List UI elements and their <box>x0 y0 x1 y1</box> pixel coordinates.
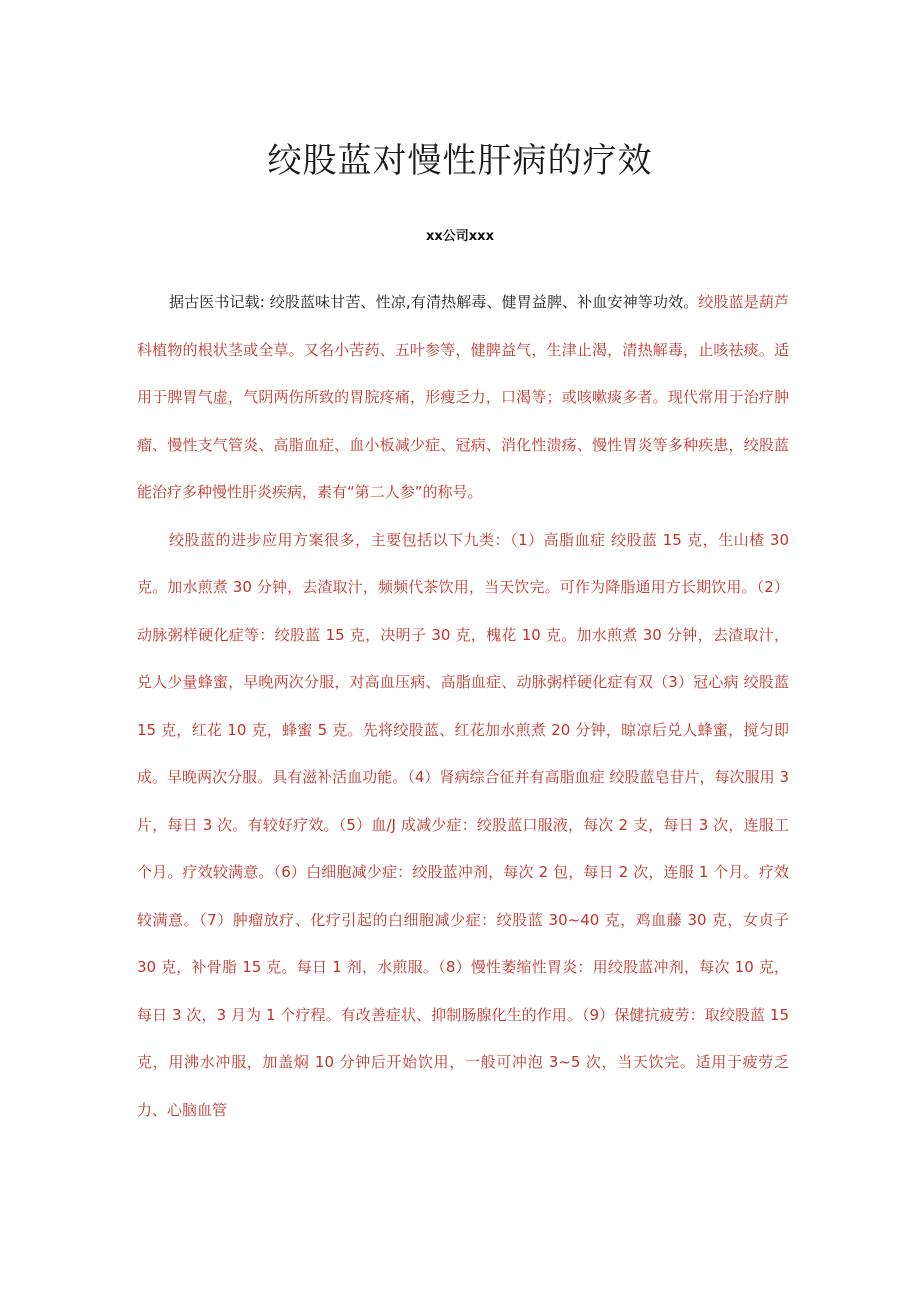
paragraph-2-segment-1: 绞股蓝的进步应用方案很多，主要包括以下九类：（1）高脂血症 绞股蓝 15 克，生山楂 30 克。加水煎煮 30 分钟，去渣取汁，频频代茶饮用，当天饮完。可作为降脂通用方长期饮用。（2）动脉粥样硬化症等：绞股蓝 15 克，决明子 30 克，槐花 10 克。加水煎煮 30 分钟，去渣取汁，兑人少量蜂蜜，早晚两次分服，对高血压病、高脂血症、动脉粥样硬化症有双（3）冠心病 绞股蓝 15 克，红花 10 克，蜂蜜 5 克。先将绞股蓝、红花加水煎煮 20 分钟，晾凉后兑人蜂蜜，搅匀即成。早晚两次分服。具有滋补活血功能。（4）肾病综合征并有高脂血症 绞股蓝皂苷片，每次服用 3 片，每日 3 次。有较好疗效。（5）血/J 成减少症：绞股蓝口服液，每次 2 支，每日 3 次，连服工个月。疗效较满意。（6）白细胞减少症：绞股蓝冲剂，每次 2 包，每日 2 次，连服 1 个月。疗效较满意。（7）肿瘤放疗、化疗引起的白细胞减少症：绞股蓝 30~40 克，鸡血藤 30 克，女贞子 30 克，补骨脂 15 克。每日 1 剂，水煎服。（8）慢性萎缩性胃炎：用绞股蓝冲剂，每次 10 克，每日 3 次，3 月为 1 个疗程。有改善症状、抑制肠腺化生的作用。（9）保健抗疲劳：取绞股蓝 15 克，用沸水冲服，加盖焖 10 分钟后开始饮用，一般可冲泡 3~5 次，当天饮完。适用于疲劳乏力、心脑血管 <box>137 530 789 1119</box>
paragraph-1 <box>137 279 789 517</box>
document-author: xx公司xxx <box>426 229 494 244</box>
paragraph-1-segment-2: 绞股蓝是葫芦科植物的根状茎或全草。又名小苦药、五叶参等，健脾益气，生津止渴，清热解毒，止咳祛痰。适用于脾胃气虚，气阴两伤所致的胃脘疼痛，形瘦乏力，口渴等；或咳嗽痰多者。现代常用于治疗肿瘤、慢性支气管炎、高脂血症、血小板减少症、冠病、消化性溃疡、慢性胃炎等多种疾患，绞股蓝能治疗多种慢性肝炎疾病，素有“第二人参”的称号。 <box>137 293 789 501</box>
paragraph-2 <box>137 517 789 1135</box>
paragraph-1-segment-1: 据古医书记载: 绞股蓝味甘苦、性凉,有清热解毒、健胃益脾、补血安神等功效。 <box>169 293 699 311</box>
document-body <box>137 279 789 1134</box>
document-title: 绞股蓝对慢性肝病的疗效 <box>267 141 653 181</box>
